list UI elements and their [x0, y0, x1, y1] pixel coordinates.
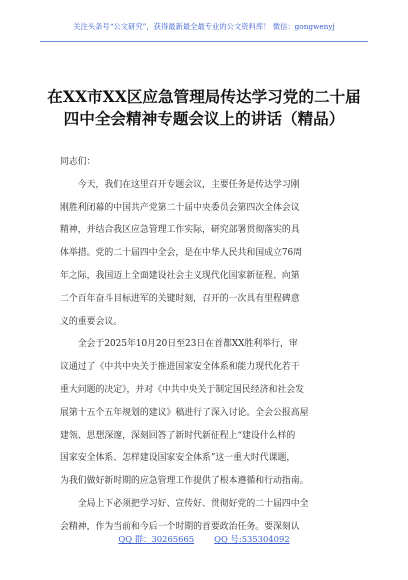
- title-line-1: 在XX市XX区应急管理局传达学习党的二十届: [47, 87, 361, 106]
- body-line: 展第十五个五年规划的建议》稿进行了深入讨论。全会公报高屋: [60, 407, 309, 418]
- body-line: 为我们做好新时期的应急管理工作提供了根本遵循和行动指南。: [60, 476, 309, 487]
- body-line: 精神，并结合我区应急管理工作实际，研究部署贯彻落实的具: [60, 225, 300, 236]
- document-body: [60, 151, 356, 539]
- body-line: 刚胜利闭幕的中国共产党第二十届中央委员会第四次全体会议: [60, 202, 300, 213]
- body-line: 全会于2025年10月20日至23日在首都XX胜利举行，审: [60, 339, 298, 350]
- body-line: 议通过了《中共中央关于推进国家安全体系和能力现代化若干: [60, 362, 300, 373]
- body-line: 重大问题的决定》，并对《中共中央关于制定国民经济和社会发: [60, 384, 305, 395]
- body-line: 年之际，我国迈上全面建设社会主义现代化国家新征程、向第: [60, 270, 300, 281]
- qq-number-link[interactable]: QQ 号:535304092: [214, 534, 290, 544]
- body-line: 会精神，作为当前和今后一个时期的首要政治任务。要深刻认: [60, 521, 300, 532]
- body-line: 建瓴、思想深邃，深刻回答了新时代新征程上“建设什么样的: [60, 430, 296, 441]
- body-line: 体举措。党的二十届四中全会，是在中华人民共和国成立76周: [60, 248, 303, 259]
- body-line: 全局上下必须把学习好、宣传好、贯彻好党的二十届四中全: [60, 498, 309, 509]
- body-line: 今天，我们在这里召开专题会议，主要任务是传达学习刚: [60, 179, 300, 190]
- header-divider: [40, 41, 368, 42]
- footer-contact: [40, 533, 368, 545]
- document-title: [34, 86, 374, 130]
- body-line: 国家安全体系、怎样建设国家安全体系”这一重大时代课题，: [60, 453, 296, 464]
- body-line: 二个百年奋斗目标进军的关键时刻，召开的一次具有里程碑意: [60, 293, 300, 304]
- body-line: 义的重要会议。: [60, 316, 123, 327]
- title-line-2: 四中全会精神专题会议上的讲话（精品）: [63, 109, 345, 128]
- header-notice: 关注头条号“公文研究”，获得最新最全最专业的公文资料库！ 微信：gongwenyj: [73, 22, 335, 31]
- qq-group-link[interactable]: QQ 群：30265665: [118, 534, 195, 544]
- body-line: 同志们：: [60, 157, 96, 167]
